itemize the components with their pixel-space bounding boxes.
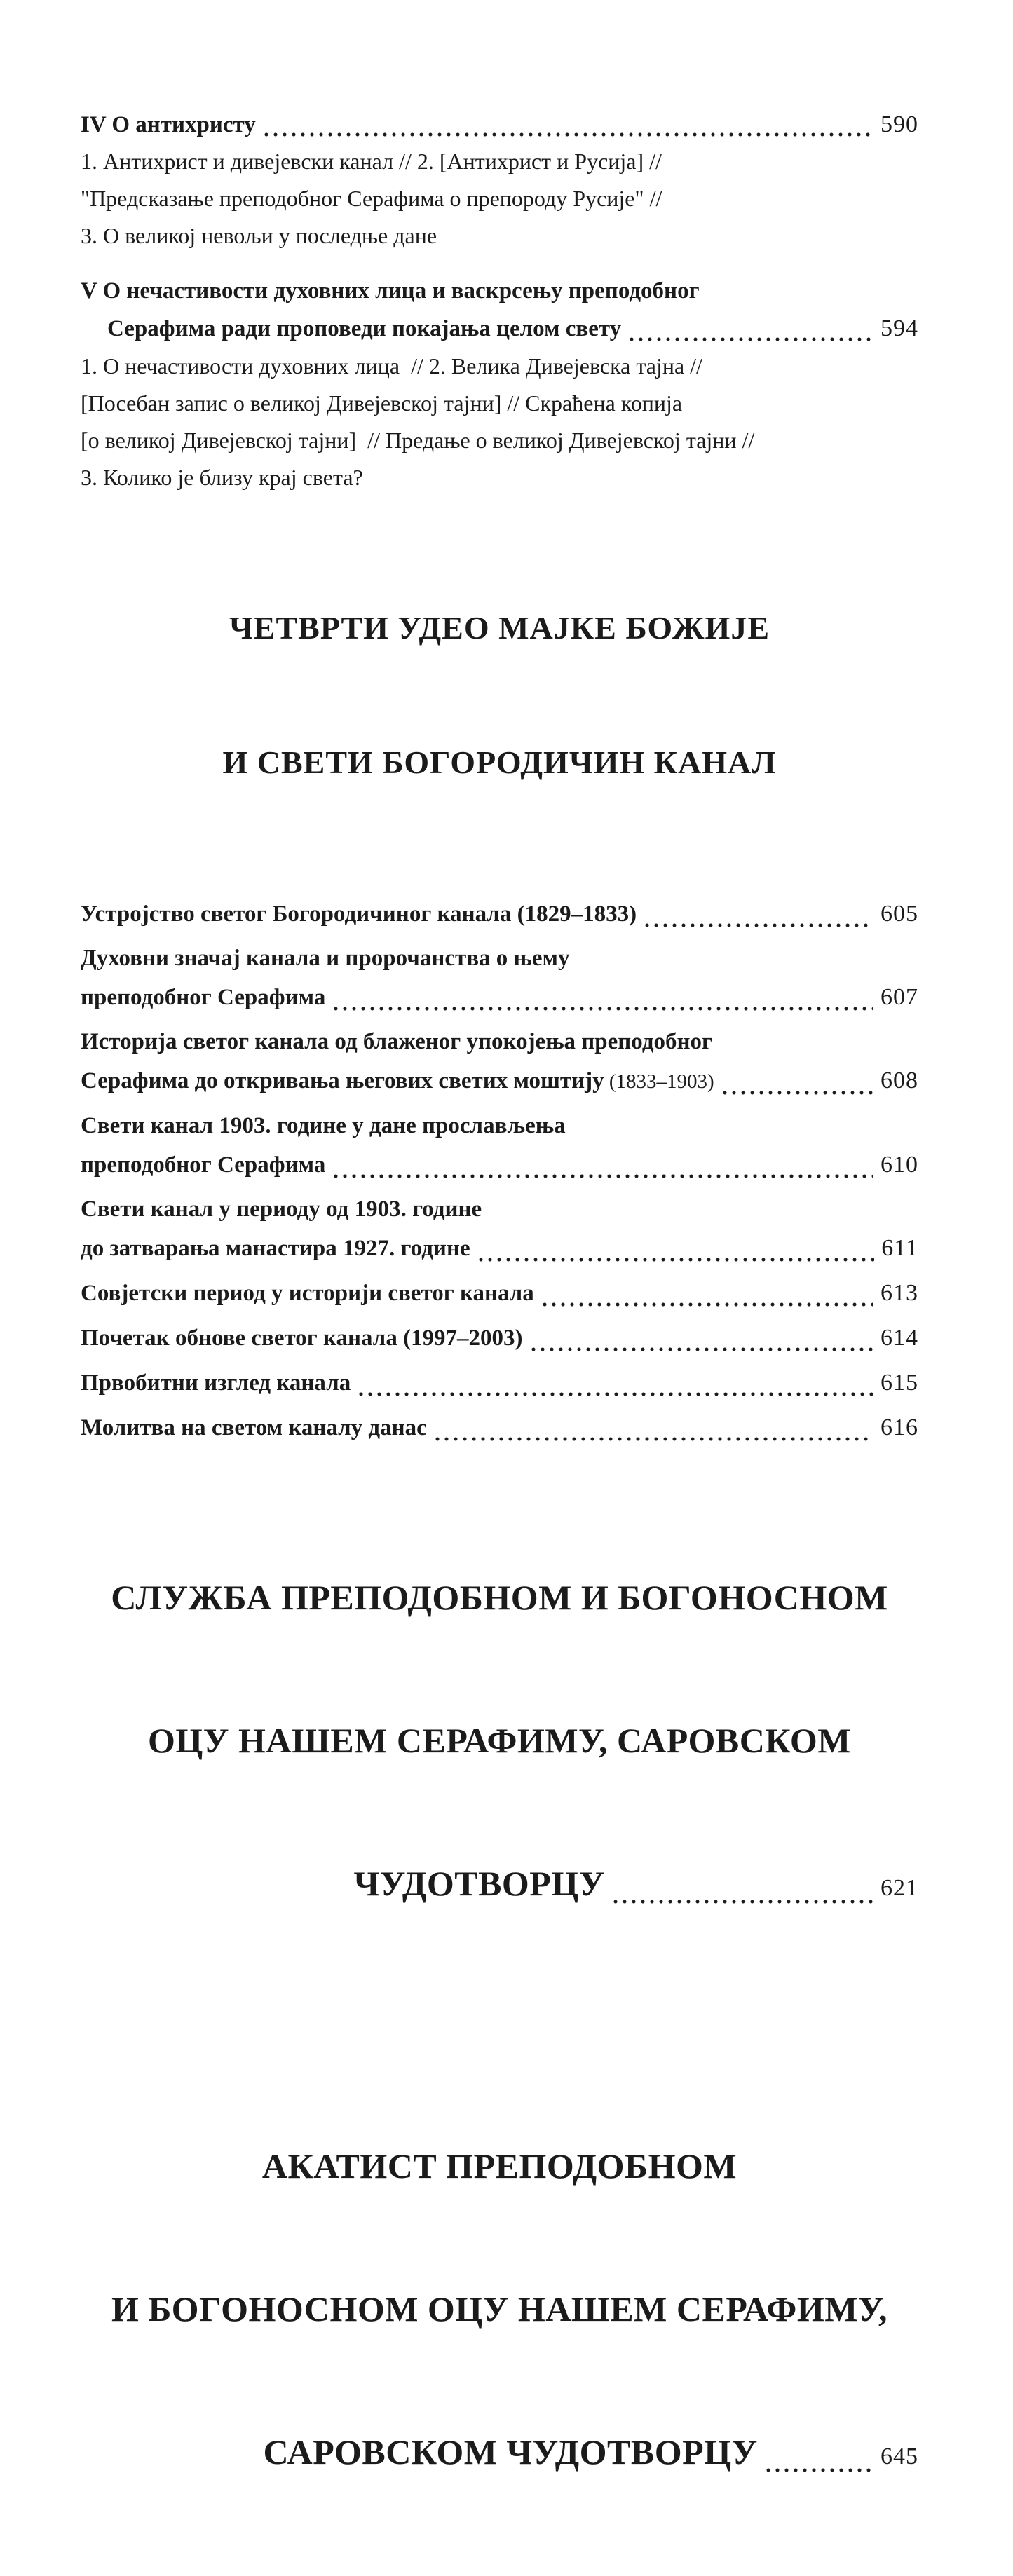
service-heading bbox=[81, 1478, 918, 2008]
page-number: 614 bbox=[881, 1325, 918, 1351]
toc-entry bbox=[81, 894, 918, 934]
toc-entry bbox=[81, 1860, 918, 1912]
page-number: 645 bbox=[881, 2444, 918, 2469]
toc-subline: [Посебан запис о великој Дивејевској тајни] // Скраћена копија bbox=[81, 390, 683, 416]
page-number: 610 bbox=[881, 1152, 918, 1178]
dotted-leader bbox=[264, 132, 873, 137]
toc-subline: 3. Колико је близу крај света? bbox=[81, 465, 363, 490]
toc-entry bbox=[81, 1190, 918, 1268]
akathist-heading bbox=[81, 2047, 918, 2576]
akathist-heading-line-2: И БОГОНОСНОМ ОЦУ НАШЕМ СЕРАФИМУ, bbox=[111, 2289, 888, 2329]
page-number: 621 bbox=[881, 1875, 918, 1901]
toc-entry bbox=[81, 107, 918, 143]
toc-entry-label: Почетак обнове светог канала (1997–2003) bbox=[81, 1326, 523, 1351]
page-number: 613 bbox=[881, 1280, 918, 1306]
akathist-heading-line-3: САРОВСКОМ ЧУДОТВОРЦУ bbox=[263, 2432, 758, 2472]
toc-entry bbox=[81, 2428, 918, 2481]
part-heading-line-2: И СВЕТИ БОГОРОДИЧИН КАНАЛ bbox=[222, 744, 777, 780]
toc-entry-line: Духовни значај канала и пророчанства о њему bbox=[81, 946, 570, 971]
toc-entry-label: Молитва на светом каналу данас bbox=[81, 1415, 427, 1440]
toc-entry-date-range: (1833–1903) bbox=[604, 1070, 714, 1093]
toc-entry bbox=[81, 939, 918, 1017]
toc-entry bbox=[81, 1318, 918, 1358]
toc-entry-list bbox=[81, 894, 918, 1447]
toc-subline: 1. Антихрист и дивејевски канал // 2. [Антихрист и Русија] // bbox=[81, 149, 662, 174]
toc-entry bbox=[81, 1107, 918, 1185]
toc-entry-label: Серафима до откривања његових светих моштију bbox=[81, 1068, 604, 1093]
page-number: 608 bbox=[881, 1068, 918, 1093]
toc-entry-line: Свети канал 1903. године у дане прослављења bbox=[81, 1113, 566, 1138]
page-number: 590 bbox=[881, 111, 918, 137]
dotted-leader bbox=[645, 923, 873, 927]
toc-subline: "Предсказање преподобног Серафима о препороду Русије" // bbox=[81, 186, 662, 211]
toc-entry bbox=[81, 1363, 918, 1403]
page-number: 594 bbox=[881, 315, 918, 341]
dotted-leader bbox=[479, 1258, 875, 1262]
toc-entry-label: Совјетски период у историји светог канала bbox=[81, 1281, 534, 1306]
toc-subline: 1. О нечастивости духовних лица // 2. Велика Дивејевска тајна // bbox=[81, 353, 702, 379]
toc-entry-label: преподобног Серафима bbox=[81, 985, 326, 1010]
dotted-leader bbox=[435, 1437, 873, 1441]
akathist-heading-line-1: АКАТИСТ ПРЕПОДОБНОМ bbox=[261, 2146, 737, 2186]
dotted-leader bbox=[543, 1302, 873, 1307]
toc-entry bbox=[81, 310, 918, 348]
toc-entry bbox=[81, 1408, 918, 1447]
toc-subline: 3. О великој невољи у последње дане bbox=[81, 223, 437, 248]
page-number: 616 bbox=[881, 1415, 918, 1440]
toc-entry-label: преподобног Серафима bbox=[81, 1152, 326, 1178]
dotted-leader bbox=[766, 2468, 873, 2472]
page-number: 607 bbox=[881, 984, 918, 1010]
toc-entry-label: Првобитни изглед канала bbox=[81, 1370, 351, 1396]
toc-entry-label: IV О антихристу bbox=[81, 112, 256, 137]
page-number: 611 bbox=[881, 1235, 918, 1261]
part-heading bbox=[81, 516, 918, 875]
toc-entry-label: Устројство светог Богородичиног канала (1829–1833) bbox=[81, 901, 637, 927]
dotted-leader bbox=[723, 1091, 873, 1095]
toc-entry-line: Историја светог канала од блаженог упокојења преподобног bbox=[81, 1029, 713, 1054]
service-heading-line-1: СЛУЖБА ПРЕПОДОБНОМ И БОГОНОСНОМ bbox=[111, 1578, 888, 1617]
toc-subline: [о великој Дивејевској тајни] // Предање о великој Дивејевској тајни // bbox=[81, 428, 755, 453]
dotted-leader bbox=[531, 1347, 873, 1351]
dotted-leader bbox=[359, 1392, 873, 1396]
dotted-leader bbox=[334, 1174, 873, 1178]
dotted-leader bbox=[334, 1007, 873, 1011]
dotted-leader bbox=[613, 1900, 873, 1904]
toc-entry-line: Свети канал у периоду од 1903. године bbox=[81, 1197, 482, 1222]
toc-entry-label: Серафима ради проповеди покајања целом свету bbox=[107, 316, 622, 341]
page-number: 615 bbox=[881, 1370, 918, 1396]
dotted-leader bbox=[630, 337, 873, 341]
page-number: 605 bbox=[881, 901, 918, 927]
section-v bbox=[81, 273, 918, 496]
toc-entry-line: V О нечастивости духовних лица и васкрсењу преподобног bbox=[81, 278, 700, 304]
service-heading-line-3: ЧУДОТВОРЦУ bbox=[353, 1864, 605, 1903]
part-heading-line-1: ЧЕТВРТИ УДЕО МАЈКЕ БОЖИЈЕ bbox=[229, 610, 770, 646]
toc-entry bbox=[81, 1274, 918, 1313]
service-heading-line-2: ОЦУ НАШЕМ СЕРАФИМУ, САРОВСКОМ bbox=[148, 1721, 851, 1760]
toc-entry bbox=[81, 1023, 918, 1101]
toc-entry-label: до затварања манастира 1927. године bbox=[81, 1236, 470, 1261]
section-iv bbox=[81, 107, 918, 254]
